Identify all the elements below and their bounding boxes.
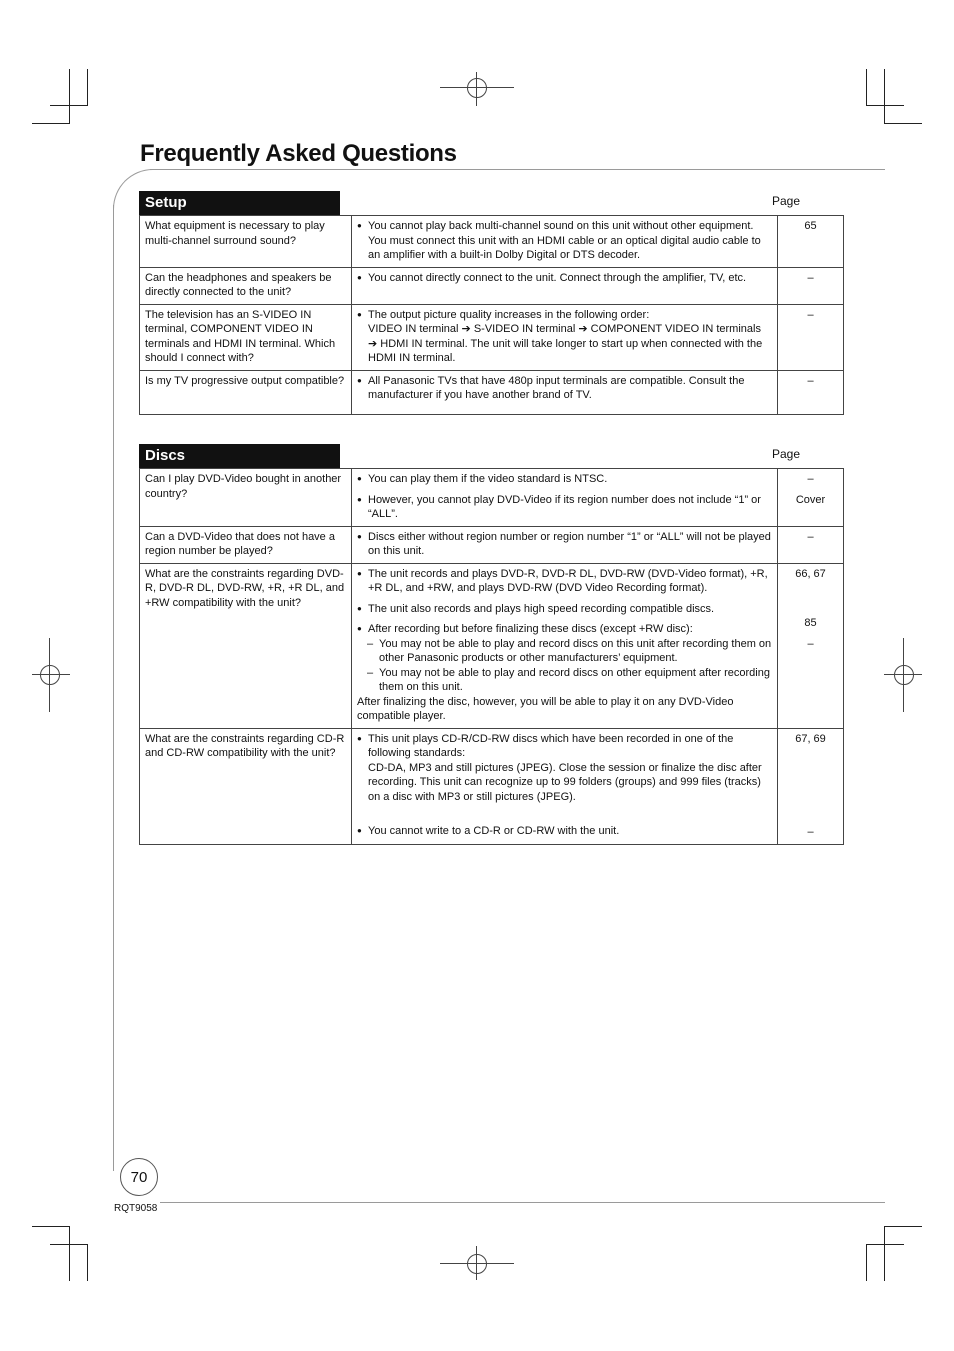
page-ref-cell xyxy=(778,469,844,527)
order-item: COMPONENT VIDEO IN terminals xyxy=(590,323,761,335)
page-ref: 67, 69 xyxy=(795,732,826,745)
registration-mark xyxy=(440,87,514,88)
document-code: RQT9058 xyxy=(114,1203,158,1214)
answer-bullet: ● The unit records and plays DVD-R, DVD-R DL, DVD-RW (DVD-Video format), +R, +R DL, and +RW, and plays DVD-RW (DVD Video Recording format). xyxy=(357,567,772,596)
crop-mark xyxy=(866,1244,904,1245)
question-cell: The television has an S-VIDEO IN terminal, COMPONENT VIDEO IN terminals and HDMI IN terminal. Which should I connect with? xyxy=(140,304,352,370)
answer-subitem: – You may not be able to play and record discs on this unit after recording them on other Panasonic products or other manufacturers’ equipment. xyxy=(357,637,772,666)
page-ref: – xyxy=(807,530,814,543)
page-ref: Cover xyxy=(795,493,826,506)
arrow-right-icon: ➔ xyxy=(461,323,471,335)
table-row xyxy=(140,526,844,563)
answer-bullet xyxy=(357,308,772,366)
table-row xyxy=(140,370,844,414)
answer-cell xyxy=(352,563,778,728)
crop-mark xyxy=(32,1226,70,1227)
registration-mark xyxy=(476,72,477,106)
crop-mark xyxy=(866,105,904,106)
page-ref: – xyxy=(807,374,814,387)
answer-cell xyxy=(352,728,778,844)
registration-mark xyxy=(903,638,904,712)
section-header xyxy=(139,191,816,215)
answer-bullet: ● However, you cannot play DVD-Video if its region number does not include “1” or “ALL”. xyxy=(357,493,772,522)
page-ref: – xyxy=(807,826,814,838)
crop-mark xyxy=(69,69,70,124)
question-cell: Can I play DVD-Video bought in another country? xyxy=(140,469,352,527)
page-ref: – xyxy=(807,308,814,321)
answer-cell xyxy=(352,304,778,370)
order-item: HDMI IN terminal. xyxy=(380,337,468,350)
page-ref: – xyxy=(807,271,814,284)
page-ref: 65 xyxy=(804,220,817,232)
discs-section xyxy=(139,444,826,845)
answer-bullet: ● Discs either without region number or region number “1” or “ALL” will not be played on this unit. xyxy=(357,530,772,559)
answer-bullet xyxy=(357,732,772,805)
table-row xyxy=(140,304,844,370)
answer-bullet: ● After recording but before finalizing these discs (except +RW disc): xyxy=(357,622,772,637)
answer-text: The unit will take longer to start up when connected with the HDMI IN terminal. xyxy=(368,337,763,364)
answer-subitem: – You may not be able to play and record discs on other equipment after recording them on this unit. xyxy=(357,666,772,695)
table-row xyxy=(140,267,844,304)
order-item: VIDEO IN terminal xyxy=(368,323,459,335)
page-ref-cell xyxy=(778,370,844,414)
page-ref: 66, 67 xyxy=(795,567,826,580)
answer-bullet: ● The unit also records and plays high speed recording compatible discs. xyxy=(357,602,772,617)
setup-heading: Setup xyxy=(139,191,340,215)
answer-note: After finalizing the disc, however, you will be able to play it on any DVD-Video compatible player. xyxy=(357,695,734,722)
registration-mark xyxy=(467,1254,487,1274)
registration-mark xyxy=(49,638,50,712)
page-ref-cell xyxy=(778,563,844,728)
registration-mark xyxy=(894,665,914,685)
setup-section xyxy=(139,191,816,415)
discs-faq-table xyxy=(139,468,844,845)
answer-text: The output picture quality increases in the following order: xyxy=(368,308,650,321)
answer-text: This unit plays CD-R/CD-RW discs which have been recorded in one of the following standards: xyxy=(368,732,734,759)
page-frame xyxy=(160,1202,885,1203)
answer-text: CD-DA, MP3 and still pictures (JPEG). Close the session or finalize the disc after recording. This unit can recognize up to 99 folders (groups) and 999 files (tracks) on a disc with MP3 or still pictures (JPEG). xyxy=(368,761,762,803)
crop-mark xyxy=(50,1244,88,1245)
page-number: 70 xyxy=(120,1158,158,1196)
question-cell: Can the headphones and speakers be directly connected to the unit? xyxy=(140,267,352,304)
crop-mark xyxy=(50,105,88,106)
crop-mark xyxy=(87,1244,88,1281)
crop-mark xyxy=(884,1226,922,1227)
page-title: Frequently Asked Questions xyxy=(140,140,457,167)
table-row xyxy=(140,216,844,268)
crop-mark xyxy=(32,123,70,124)
registration-mark xyxy=(40,665,60,685)
crop-mark xyxy=(69,1226,70,1281)
page-ref: – xyxy=(807,637,814,650)
crop-mark xyxy=(866,69,867,106)
answer-bullet: ● You cannot play back multi-channel sound on this unit without other equipment. You must connect this unit with an HDMI cable or an optical digital audio cable to an amplifier with a built-in Dolby Digital or DTS decoder. xyxy=(357,219,772,263)
answer-cell xyxy=(352,526,778,563)
crop-mark xyxy=(884,1226,885,1281)
answer-cell xyxy=(352,267,778,304)
answer-bullet: ● You cannot write to a CD-R or CD-RW with the unit. xyxy=(357,824,772,839)
answer-cell xyxy=(352,469,778,527)
table-row xyxy=(140,469,844,527)
question-cell: What are the constraints regarding CD-R and CD-RW compatibility with the unit? xyxy=(140,728,352,844)
registration-mark xyxy=(476,1246,477,1280)
page-ref: 85 xyxy=(804,617,817,629)
crop-mark xyxy=(87,69,88,106)
question-cell: What equipment is necessary to play multi-channel surround sound? xyxy=(140,216,352,268)
page-ref-cell xyxy=(778,267,844,304)
page-frame xyxy=(113,205,114,1171)
page-ref-cell xyxy=(778,304,844,370)
page-column-label: Page xyxy=(771,194,800,208)
page-column-label: Page xyxy=(771,447,800,461)
page-ref-cell xyxy=(778,216,844,268)
page-ref: – xyxy=(807,473,814,485)
answer-bullet: ● You can play them if the video standard is NTSC. xyxy=(357,472,772,487)
crop-mark xyxy=(884,69,885,124)
question-cell: Can a DVD-Video that does not have a region number be played? xyxy=(140,526,352,563)
answer-cell xyxy=(352,216,778,268)
question-cell: Is my TV progressive output compatible? xyxy=(140,370,352,414)
question-cell: What are the constraints regarding DVD-R, DVD-R DL, DVD-RW, +R, +R DL, and +RW compatibility with the unit? xyxy=(140,563,352,728)
arrow-right-icon: ➔ xyxy=(578,323,588,335)
answer-bullet: ● All Panasonic TVs that have 480p input terminals are compatible. Consult the manufacturer if you have another brand of TV. xyxy=(357,374,772,403)
registration-mark xyxy=(467,78,487,98)
table-row xyxy=(140,728,844,844)
page-frame xyxy=(150,169,885,170)
arrow-right-icon: ➔ xyxy=(368,337,378,350)
registration-mark xyxy=(440,1263,514,1264)
answer-bullet: ● You cannot directly connect to the unit. Connect through the amplifier, TV, etc. xyxy=(357,271,772,286)
discs-heading: Discs xyxy=(139,444,340,468)
crop-mark xyxy=(884,123,922,124)
registration-mark xyxy=(32,674,70,675)
section-header xyxy=(139,444,816,468)
page-ref-cell xyxy=(778,728,844,844)
setup-faq-table xyxy=(139,215,844,415)
crop-mark xyxy=(866,1244,867,1281)
page-ref-cell xyxy=(778,526,844,563)
answer-cell xyxy=(352,370,778,414)
order-item: S-VIDEO IN terminal xyxy=(473,323,576,335)
table-row xyxy=(140,563,844,728)
